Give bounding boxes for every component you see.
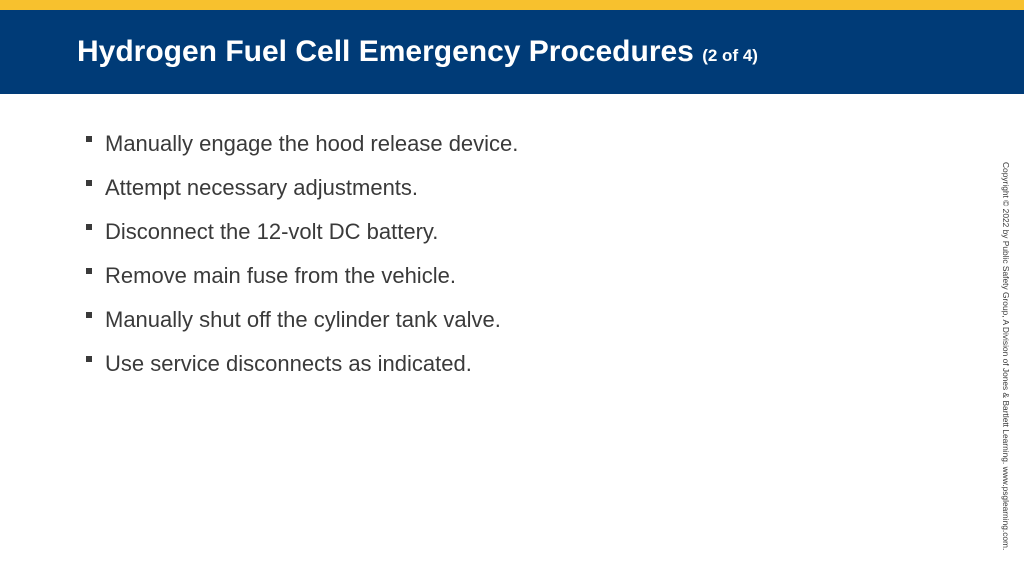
bullet-text: Manually shut off the cylinder tank valve. bbox=[105, 307, 501, 332]
bullet-text: Use service disconnects as indicated. bbox=[105, 351, 472, 376]
square-bullet-icon bbox=[86, 356, 92, 362]
slide-title-page-indicator: (2 of 4) bbox=[702, 46, 758, 65]
square-bullet-icon bbox=[86, 224, 92, 230]
slide-title bbox=[77, 33, 758, 75]
bullet-item bbox=[86, 260, 518, 304]
square-bullet-icon bbox=[86, 312, 92, 318]
bullet-item bbox=[86, 348, 518, 392]
bullet-item bbox=[86, 128, 518, 172]
square-bullet-icon bbox=[86, 268, 92, 274]
bullet-text: Disconnect the 12-volt DC battery. bbox=[105, 219, 439, 244]
copyright-notice: Copyright © 2022 by Public Safety Group, A Division of Jones & Bartlett Learning. www.psglearning.com. bbox=[1001, 162, 1011, 551]
square-bullet-icon bbox=[86, 180, 92, 186]
slide-title-text: Hydrogen Fuel Cell Emergency Procedures bbox=[77, 35, 694, 68]
bullet-list bbox=[86, 128, 518, 392]
bullet-text: Attempt necessary adjustments. bbox=[105, 175, 419, 200]
bullet-item bbox=[86, 172, 518, 216]
bullet-item bbox=[86, 216, 518, 260]
bullet-item bbox=[86, 304, 518, 348]
bullet-text: Manually engage the hood release device. bbox=[105, 131, 519, 156]
top-accent-bar bbox=[0, 0, 1024, 10]
bullet-text: Remove main fuse from the vehicle. bbox=[105, 263, 456, 288]
square-bullet-icon bbox=[86, 136, 92, 142]
